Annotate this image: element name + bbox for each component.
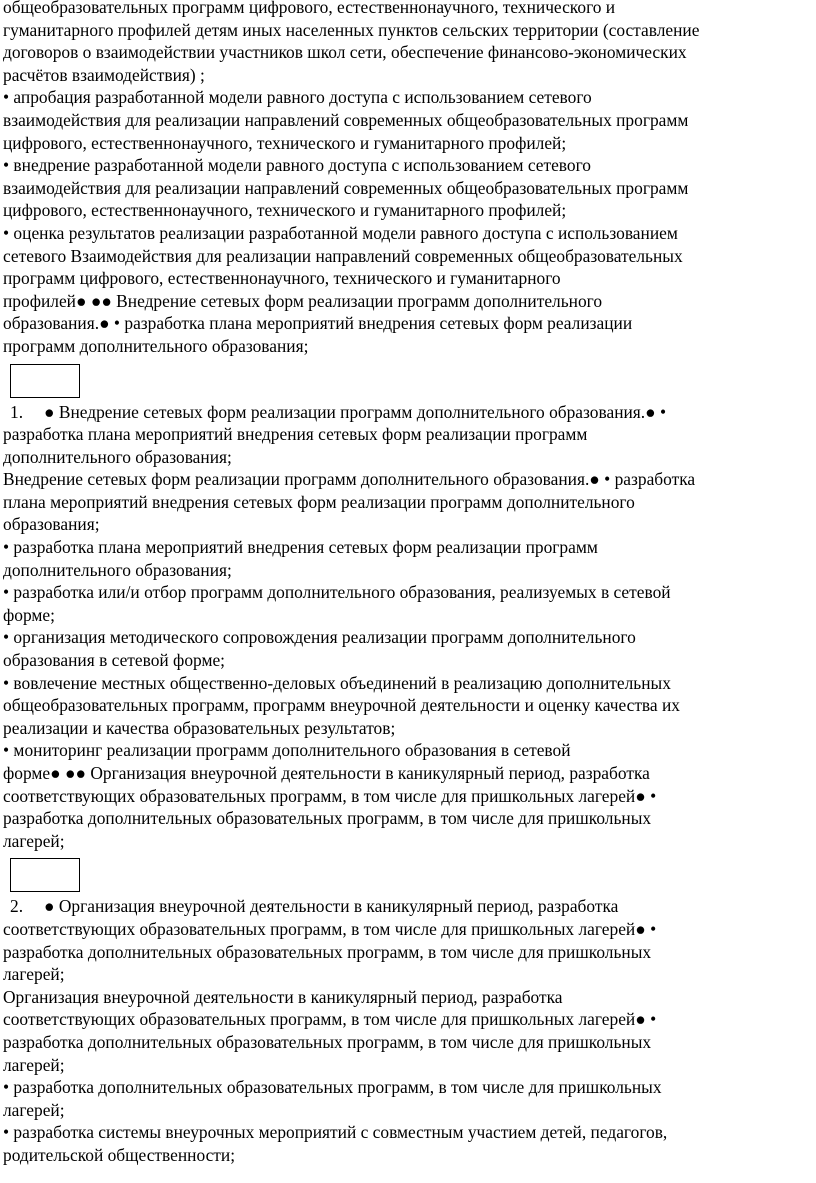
text-line: лагерей; (3, 1054, 65, 1075)
text-line: цифрового, естественнонаучного, технического и гуманитарного профилей; (3, 200, 567, 221)
document-page (3, 0, 813, 1167)
text-line: общеобразовательных программ, программ внеурочной деятельности и оценку качества их (3, 695, 680, 716)
text-line: образования.● • разработка плана мероприятий внедрения сетевых форм реализации (3, 313, 633, 334)
text-line: форме● ●● Организация внеурочной деятельности в каникулярный период, разработка (3, 763, 650, 783)
text-line: соответствующих образовательных программ, в том числе для пришкольных лагерей● • (3, 1009, 657, 1030)
text-line: образования в сетевой форме; (3, 650, 226, 671)
text-line: профилей● ●● Внедрение сетевых форм реализации программ дополнительного (3, 290, 603, 311)
text-line: • оценка результатов реализации разработанной модели равного доступа с использованием (3, 222, 678, 243)
empty-placeholder-box (10, 364, 80, 398)
text-line: лагерей; (3, 964, 65, 985)
text-line: соответствующих образовательных программ, в том числе для пришкольных лагерей● • (3, 918, 657, 939)
text-line: разработка дополнительных образовательных программ, в том числе для пришкольных (3, 1031, 652, 1052)
text-line: дополнительного образования; (3, 446, 232, 467)
text-line: • разработка плана мероприятий внедрения сетевых форм реализации программ (3, 537, 598, 558)
text-line: разработка дополнительных образовательных программ, в том числе для пришкольных (3, 808, 652, 829)
text-line: • апробация разработанной модели равного доступа с использованием сетевого (3, 87, 592, 108)
text-line: общеобразовательных программ цифрового, естественнонаучного, технического и (3, 0, 616, 17)
list-item-number: 1. (10, 401, 24, 422)
text-line: разработка дополнительных образовательных программ, в том числе для пришкольных (3, 941, 652, 962)
text-line: цифрового, естественнонаучного, технического и гуманитарного профилей; (3, 132, 567, 153)
text-line: • разработка дополнительных образовательных программ, в том числе для пришкольных (3, 1077, 662, 1098)
text-line: программ цифрового, естественнонаучного, технического и гуманитарного (3, 268, 561, 289)
text-line: гуманитарного профилей детям иных населенных пунктов сельских территории (составление (3, 19, 700, 40)
text-line: форме; (3, 604, 55, 625)
text-line: соответствующих образовательных программ, в том числе для пришкольных лагерей● • (3, 785, 657, 806)
text-line: образования; (3, 514, 100, 535)
list-item-number: 2. (10, 896, 24, 917)
text-line: расчётов взаимодействия) ; (3, 64, 205, 85)
text-line: лагерей; (3, 1099, 65, 1120)
text-line: лагерей; (3, 830, 65, 851)
text-line: Организация внеурочной деятельности в каникулярный период, разработка (3, 986, 563, 1007)
text-line: дополнительного образования; (3, 559, 232, 580)
text-line: взаимодействия для реализации направлений современных общеобразовательных программ (3, 177, 689, 198)
text-line: • внедрение разработанной модели равного доступа с использованием сетевого (3, 155, 591, 176)
text-line: • организация методического сопровождения реализации программ дополнительного (3, 627, 636, 648)
text-line: сетевого Взаимодействия для реализации направлений современных общеобразовательных (3, 245, 683, 266)
text-line: взаимодействия для реализации направлений современных общеобразовательных программ (3, 109, 689, 130)
list-item-heading: ● Организация внеурочной деятельности в каникулярный период, разработка (44, 896, 619, 917)
text-line: • разработка системы внеурочных мероприятий с совместным участием детей, педагогов, (3, 1122, 668, 1143)
text-line: • разработка или/и отбор программ дополнительного образования, реализуемых в сетевой (3, 582, 671, 603)
text-line: Внедрение сетевых форм реализации программ дополнительного образования.● • разработка (3, 469, 696, 490)
text-line: • мониторинг реализации программ дополнительного образования в сетевой (3, 740, 571, 761)
text-line: плана мероприятий внедрения сетевых форм реализации программ дополнительного (3, 491, 635, 512)
text-line: программ дополнительного образования; (3, 335, 309, 356)
list-item-2 (3, 895, 813, 1166)
intro-section (3, 0, 813, 358)
text-line: родительской общественности; (3, 1144, 236, 1165)
empty-placeholder-box (10, 858, 80, 892)
list-item-heading: ● Внедрение сетевых форм реализации программ дополнительного образования.● • (44, 401, 667, 422)
text-line: реализации и качества образовательных результатов; (3, 717, 396, 738)
text-line: разработка плана мероприятий внедрения сетевых форм реализации программ (3, 424, 588, 445)
text-line: • вовлечение местных общественно-деловых объединений в реализацию дополнительных (3, 672, 671, 693)
list-item-1 (3, 401, 813, 853)
text-line: договоров о взаимодействии участников школ сети, обеспечение финансово-экономических (3, 42, 687, 63)
